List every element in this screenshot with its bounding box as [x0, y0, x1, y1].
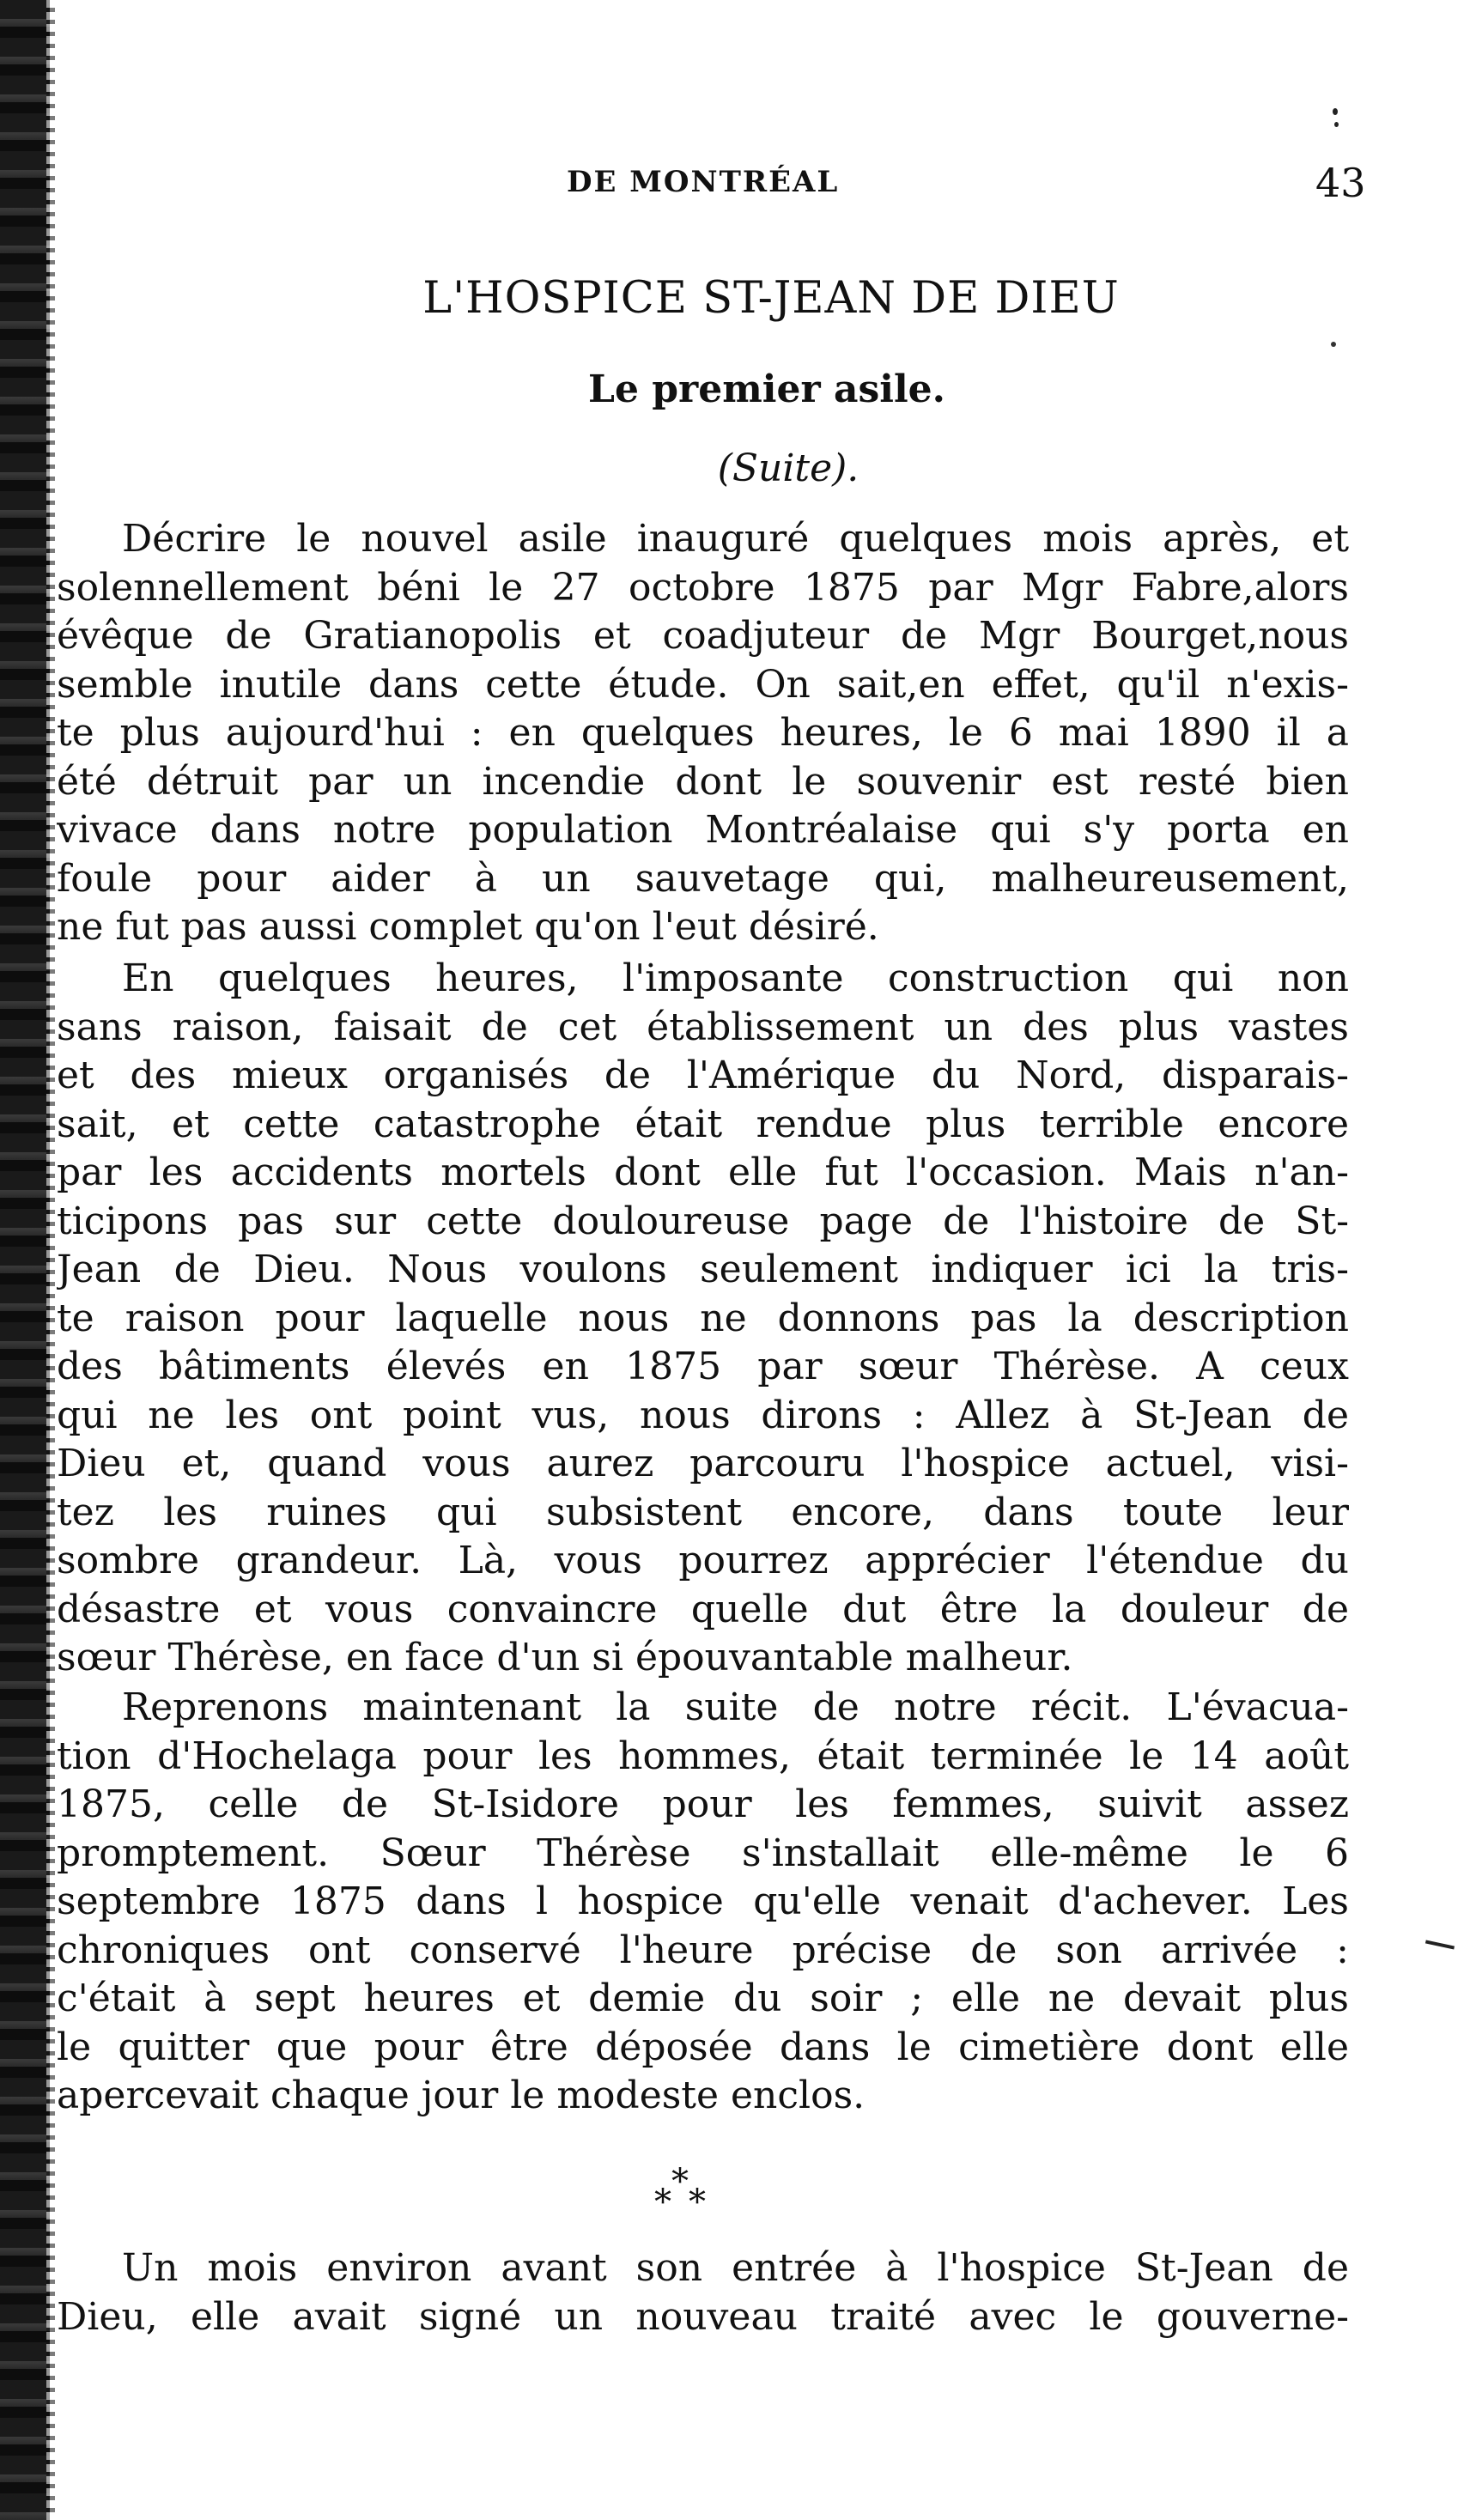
text-line: désastre et vous convaincre quelle dut être la douleur de	[57, 1587, 1349, 1631]
article-title: L'HOSPICE ST-JEAN DE DIEU	[422, 273, 1120, 324]
text-line: évêque de Gratianopolis et coadjuteur de Mgr Bourget,nous	[57, 614, 1349, 658]
text-line: septembre 1875 dans l hospice qu'elle venait d'achever. Les	[57, 1879, 1349, 1923]
text-line: le quitter que pour être déposée dans le cimetière dont elle	[57, 2025, 1349, 2069]
ink-speck	[1334, 122, 1339, 127]
running-title: DE MONTRÉAL	[567, 165, 840, 199]
text-line: tez les ruines qui subsistent encore, dans toute leur	[57, 1490, 1349, 1534]
asterism-star: *	[654, 2183, 671, 2222]
text-line: Jean de Dieu. Nous voulons seulement indiquer ici la tris-	[57, 1248, 1349, 1291]
text-line: te plus aujourd'hui : en quelques heures, le 6 mai 1890 il a	[57, 711, 1349, 755]
text-line: solennellement béni le 27 octobre 1875 par Mgr Fabre,alors	[57, 565, 1349, 610]
text-line: Dieu et, quand vous aurez parcouru l'hospice actuel, visi-	[57, 1442, 1349, 1485]
article-subtitle: Le premier asile.	[588, 367, 945, 411]
text-line: semble inutile dans cette étude. On sait,en effet, qu'il n'exis-	[57, 662, 1349, 707]
text-line: tion d'Hochelaga pour les hommes, était terminée le 14 août	[57, 1734, 1349, 1778]
text-line: été détruit par un incendie dont le souvenir est resté bien	[57, 759, 1349, 804]
text-line: te raison pour laquelle nous ne donnons pas la description	[57, 1296, 1349, 1340]
continuation-note: (Suite).	[717, 446, 859, 490]
text-line: qui ne les ont point vus, nous dirons : Allez à St-Jean de	[57, 1393, 1349, 1437]
text-line: ne fut pas aussi complet qu'on l'eut désiré.	[57, 905, 879, 949]
text-line: sans raison, faisait de cet établissement un des plus vastes	[57, 1005, 1349, 1049]
text-line: Un mois environ avant son entrée à l'hospice St-Jean de	[122, 2246, 1349, 2290]
text-line: sœur Thérèse, en face d'un si épouvantable malheur.	[57, 1636, 1073, 1679]
text-line: En quelques heures, l'imposante construction qui non	[122, 956, 1349, 1000]
text-line: foule pour aider à un sauvetage qui, malheureusement,	[57, 856, 1349, 901]
text-line: sait, et cette catastrophe était rendue plus terrible encore	[57, 1102, 1349, 1146]
text-line: sombre grandeur. Là, vous pourrez apprécier l'étendue du	[57, 1539, 1349, 1582]
text-line: Reprenons maintenant la suite de notre récit. L'évacua-	[122, 1685, 1349, 1729]
ink-speck	[1333, 108, 1338, 115]
text-line: Dieu, elle avait signé un nouveau traité avec le gouverne-	[57, 2294, 1349, 2339]
text-line: 1875, celle de St-Isidore pour les femmes, suivit assez	[57, 1782, 1349, 1826]
paragraph-1	[57, 515, 1349, 952]
paragraph-3	[57, 1684, 1349, 2121]
running-head	[0, 160, 1482, 211]
text-line: promptement. Sœur Thérèse s'installait elle-même le 6	[57, 1831, 1349, 1875]
text-line: Décrire le nouvel asile inauguré quelques mois après, et	[122, 517, 1349, 561]
text-line: chroniques ont conservé l'heure précise de son arrivée :	[57, 1928, 1349, 1972]
ink-speck	[1331, 342, 1336, 347]
paragraph-2	[57, 955, 1349, 1683]
text-line: et des mieux organisés de l'Amérique du Nord, disparais-	[57, 1054, 1349, 1097]
text-line: c'était à sept heures et demie du soir ; elle ne devait plus	[57, 1977, 1349, 2020]
text-line: des bâtiments élevés en 1875 par sœur Thérèse. A ceux	[57, 1345, 1349, 1388]
asterism-star: *	[671, 2162, 689, 2201]
text-line: par les accidents mortels dont elle fut l'occasion. Mais n'an-	[57, 1151, 1349, 1194]
page-number: 43	[1315, 160, 1366, 206]
paragraph-4	[57, 2244, 1349, 2341]
text-line: vivace dans notre population Montréalaise qui s'y porta en	[57, 808, 1349, 852]
section-asterism	[635, 2162, 738, 2231]
text-line: ticipons pas sur cette douloureuse page de l'histoire de St-	[57, 1199, 1349, 1243]
asterism-star: *	[689, 2183, 706, 2222]
text-line: apercevait chaque jour le modeste enclos.	[57, 2074, 866, 2117]
margin-mark	[1425, 1940, 1455, 1950]
